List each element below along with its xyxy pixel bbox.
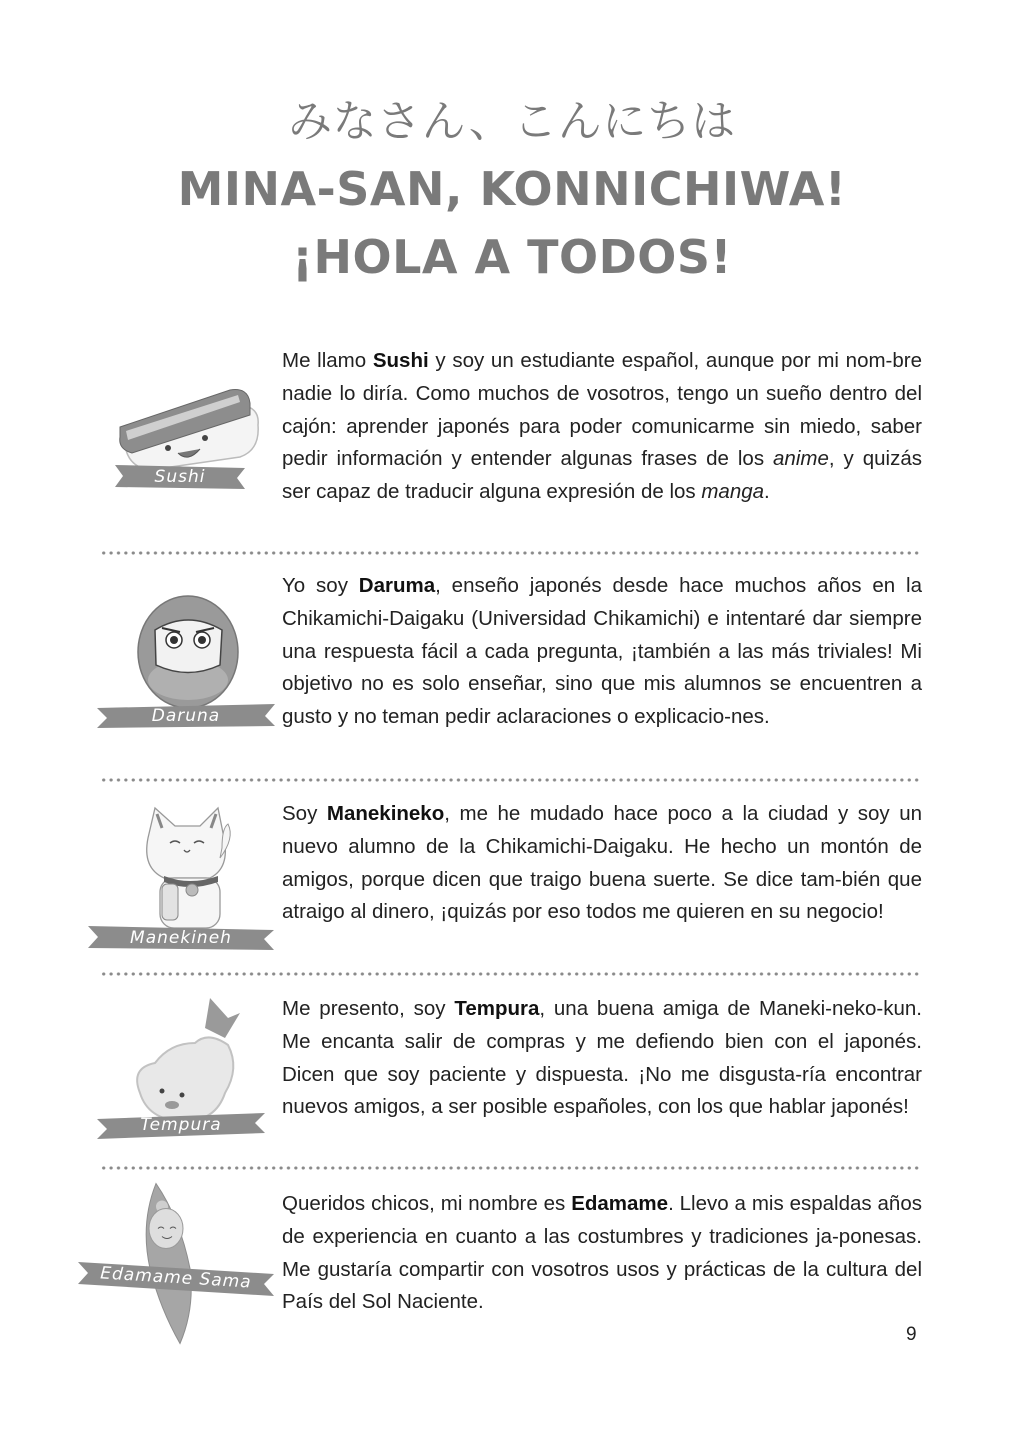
paragraph-text: y soy un estudiante español, aunque por mi nom-bre nadie lo diría. Como muchos de vosotros, tengo un sueño dentro del cajón: aprender japonés para poder comunicarme sin miedo, saber pedir información y entender algunas frases de los: [282, 349, 922, 471]
character-section-manekineko: [100, 798, 922, 968]
ribbon-manekineko: [88, 926, 274, 950]
character-name: Edamame: [571, 1192, 669, 1215]
character-paragraph: [282, 1188, 922, 1319]
ribbon-label: Sushi: [154, 467, 206, 487]
character-paragraph: [282, 570, 922, 734]
ribbon-label: Daruna: [151, 706, 221, 726]
dotted-divider: [100, 972, 922, 976]
character-section-tempura: [100, 993, 922, 1163]
title-spanish: ¡HOLA A TODOS!: [291, 230, 732, 284]
character-paragraph: [282, 993, 922, 1124]
paragraph-text: . Llevo a mis espaldas años de experiencia en cuanto a las costumbres y tradiciones ja-ponesas. Me gustaría compartir con vosotros usos y prácticas de la cultura del País del Sol Naciente.: [282, 1192, 922, 1314]
ribbon-label: Manekineh: [130, 928, 232, 948]
character-section-sushi: [100, 345, 922, 535]
character-name: Tempura: [454, 997, 540, 1020]
ribbon-edamame: [78, 1263, 274, 1293]
paragraph-text: Yo soy: [282, 574, 359, 597]
ribbon-sushi: [115, 465, 245, 489]
paragraph-text: , me he mudado hace poco a la ciudad y soy un nuevo alumno de la Chikamichi-Daigaku. He hecho un montón de amigos, porque dicen que traigo buena suerte. Se dice tam-bién que atraigo al dinero, ¡quizás por eso todos me quieren en su negocio!: [282, 802, 922, 924]
page-title: [0, 96, 1024, 284]
emphasis-term: manga: [701, 480, 765, 504]
character-name: Manekineko: [326, 802, 445, 825]
title-japanese: みなさん、こんにちは: [288, 96, 736, 147]
character-paragraph: [282, 345, 922, 509]
ribbon-label: Edamame Sama: [99, 1263, 253, 1293]
character-paragraph: [282, 798, 922, 929]
dotted-divider: [100, 1166, 922, 1170]
character-section-daruma: [100, 570, 922, 770]
paragraph-text: Me presento, soy: [282, 997, 455, 1020]
ribbon-tempura: [97, 1113, 265, 1137]
ribbon-label: Tempura: [140, 1115, 222, 1135]
paragraph-text: , una buena amiga de Maneki-neko-kun. Me encanta salir de compras y me defiendo bien con el japonés. Dicen que soy paciente y dispuesta. ¡No me disgusta-ría encontrar nuevos amigos, a ser posible españoles, con los que hablar japonés!: [282, 997, 922, 1119]
ribbon-daruma: [97, 704, 275, 728]
paragraph-text: Me llamo: [282, 349, 373, 372]
dotted-divider: [100, 778, 922, 782]
paragraph-text: Queridos chicos, mi nombre es: [282, 1192, 572, 1215]
dotted-divider: [100, 551, 922, 555]
paragraph-text: , enseño japonés desde hace muchos años en la Chikamichi-Daigaku (Universidad Chikamichi) e intentaré dar siempre una respuesta fácil a cada pregunta, ¡también a las más triviales! Mi objetivo no es solo enseñar, sino que mis alumnos se encuentren a gusto y no teman pedir aclaraciones o explicacio-nes.: [282, 574, 922, 729]
title-romaji: MINA-SAN, KONNICHIWA!: [177, 162, 847, 216]
paragraph-text: Soy: [282, 802, 327, 825]
emphasis-term: anime: [773, 447, 829, 471]
paragraph-text: .: [764, 480, 770, 504]
edamame-grandma-illustration-icon: [100, 1176, 275, 1346]
character-name: Sushi: [372, 349, 429, 372]
paragraph-text: , y quizás ser capaz de traducir alguna expresión de los: [282, 447, 922, 504]
page-number: 9: [906, 1324, 917, 1345]
character-name: Daruma: [358, 574, 436, 597]
character-section-edamame: [100, 1188, 922, 1338]
